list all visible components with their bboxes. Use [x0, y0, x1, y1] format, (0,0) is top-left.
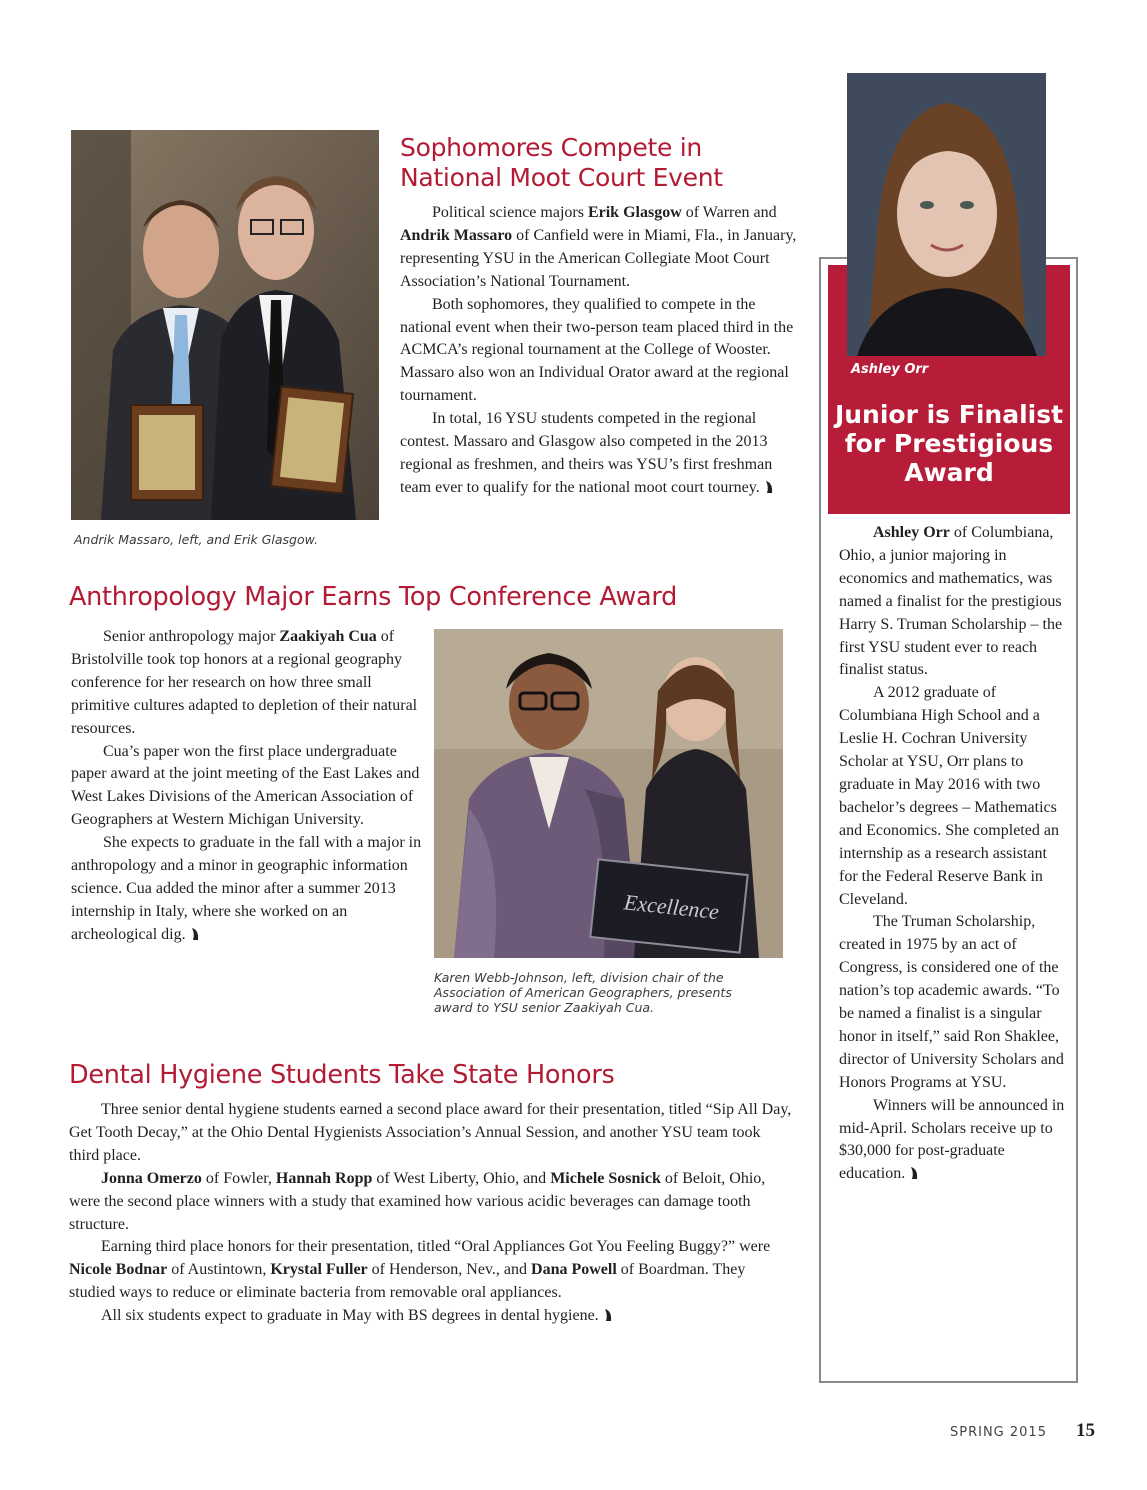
person-name: Hannah Ropp: [275, 1169, 373, 1187]
moot-court-headline-line-2: National Moot Court Event: [400, 163, 723, 192]
person-name: Andrik Massaro: [400, 226, 513, 244]
sidebar-paragraph: Ashley Orr of Columbiana, Ohio, a junior majoring in economics and mathematics, was named a finalist for the prestigious Harry S. Truman Scholarship – the first YSU student ever to reach finalist status.: [839, 524, 1063, 679]
anthropology-photo-illustration: [434, 629, 783, 958]
anthropology-body: [71, 626, 423, 947]
person-name: Ashley Orr: [873, 524, 950, 541]
issue-label: SPRING 2015: [950, 1425, 1047, 1440]
moot-court-paragraph: Political science majors Erik Glasgow of Warren and Andrik Massaro of Canfield were in Miami, Fla., in January, representing YSU in the American Collegiate Moot Court Association’s National Tournament.: [400, 204, 797, 290]
dental-headline: Dental Hygiene Students Take State Honors: [69, 1060, 615, 1090]
sidebar-headline: [828, 400, 1070, 487]
sidebar-paragraph: The Truman Scholarship, created in 1975 by an act of Congress, is considered one of the nation’s top academic awards. “To be named a finalist is a singular honor in itself,” said Ron Shaklee, director of University Scholars and Honors Programs at YSU.: [839, 913, 1064, 1091]
moot-court-paragraph: In total, 16 YSU students competed in the regional contest. Massaro and Glasgow also competed in the 2013 regional as freshmen, and theirs was YSU’s first freshman team ever to qualify for the national moot court tourney.: [400, 410, 773, 496]
sidebar-headline-line-3: Award: [904, 458, 994, 487]
person-name: Michele Sosnick: [550, 1169, 661, 1187]
anthropology-photo-caption: Karen Webb-Johnson, left, division chair of the Association of American Geographers, presents award to YSU senior Zaakiyah Cua.: [434, 970, 732, 1015]
person-name: Zaakiyah Cua: [279, 628, 377, 645]
ashley-orr-portrait: [847, 73, 1046, 356]
page-number: 15: [1076, 1420, 1095, 1441]
moot-court-photo: [71, 130, 379, 520]
anthropology-headline: Anthropology Major Earns Top Conference Award: [69, 582, 677, 612]
person-name: Nicole Bodnar: [69, 1261, 168, 1279]
moot-court-photo-illustration: [71, 130, 379, 520]
sidebar-paragraph: A 2012 graduate of Columbiana High School and a Leslie H. Cochran University Scholar at YSU, Orr plans to graduate in May 2016 with two bachelor’s degrees – Mathematics and Economics. She completed an internship as a research assistant for the Federal Reserve Bank in Cleveland.: [839, 684, 1059, 908]
dental-paragraph: Jonna Omerzo of Fowler, Hannah Ropp of West Liberty, Ohio, and Michele Sosnick of Beloit, Ohio, were the second place winners with a study that examined how various acidic beverages can damage tooth structure.: [69, 1169, 766, 1233]
article-end-mark-icon: [603, 1308, 613, 1322]
moot-court-body: [400, 202, 800, 500]
dental-paragraph: Three senior dental hygiene students earned a second place award for their presentation, titled “Sip All Day, Get Tooth Decay,” at the Ohio Dental Hygienists Association’s Annual Session, and another YSU team took third place.: [69, 1101, 792, 1164]
person-name: Jonna Omerzo: [101, 1169, 202, 1187]
certificate-text: Excellence: [622, 889, 721, 925]
moot-court-headline-line-1: Sophomores Compete in: [400, 133, 702, 162]
moot-court-paragraph: Both sophomores, they qualified to compete in the national event when their two-person team placed third in the ACMCA’s regional tournament at the College of Wooster. Massaro also won an Individual Orator award at the regional tournament.: [400, 295, 794, 405]
person-name: Dana Powell: [531, 1261, 617, 1279]
person-name: Erik Glasgow: [587, 204, 682, 221]
dental-paragraph: Earning third place honors for their presentation, titled “Oral Appliances Got You Feeling Buggy?” were Nicole Bodnar of Austintown, Krystal Fuller of Henderson, Nev., and Dana Powell of Boardman. They studied ways to reduce or eliminate bacteria from removable oral appliances.: [69, 1238, 771, 1302]
dental-paragraph: All six students expect to graduate in May with BS degrees in dental hygiene.: [69, 1305, 793, 1328]
sidebar-body: [839, 522, 1067, 1186]
ashley-orr-caption: Ashley Orr: [851, 362, 929, 377]
article-end-mark-icon: [909, 1166, 919, 1180]
moot-court-headline: [400, 133, 723, 193]
anthropology-paragraph: She expects to graduate in the fall with a major in anthropology and a minor in geographic information science. Cua added the minor after a summer 2013 internship in Italy, where she worked on an archeological dig.: [71, 834, 422, 943]
anthropology-photo: [434, 629, 783, 958]
anthropology-paragraph: Senior anthropology major Zaakiyah Cua of Bristolville took top honors at a regional geography conference for her research on how three small primitive cultures adapted to depletion of their natural resources.: [71, 628, 418, 737]
moot-court-photo-caption: Andrik Massaro, left, and Erik Glasgow.: [74, 532, 319, 547]
person-name: Krystal Fuller: [270, 1261, 368, 1279]
sidebar-headline-line-2: for Prestigious: [844, 429, 1054, 458]
sidebar-paragraph: Winners will be announced in mid-April. Scholars receive up to $30,000 for post-graduate education.: [839, 1096, 1065, 1183]
dental-body: [69, 1099, 793, 1328]
ashley-orr-portrait-illustration: [847, 73, 1046, 356]
sidebar-headline-line-1: Junior is Finalist: [834, 400, 1064, 429]
article-end-mark-icon: [190, 927, 200, 941]
anthropology-paragraph: Cua’s paper won the first place undergraduate paper award at the joint meeting of the East Lakes and West Lakes Divisions of the American Association of Geographers at Western Michigan University.: [71, 742, 420, 829]
article-end-mark-icon: [764, 480, 774, 494]
